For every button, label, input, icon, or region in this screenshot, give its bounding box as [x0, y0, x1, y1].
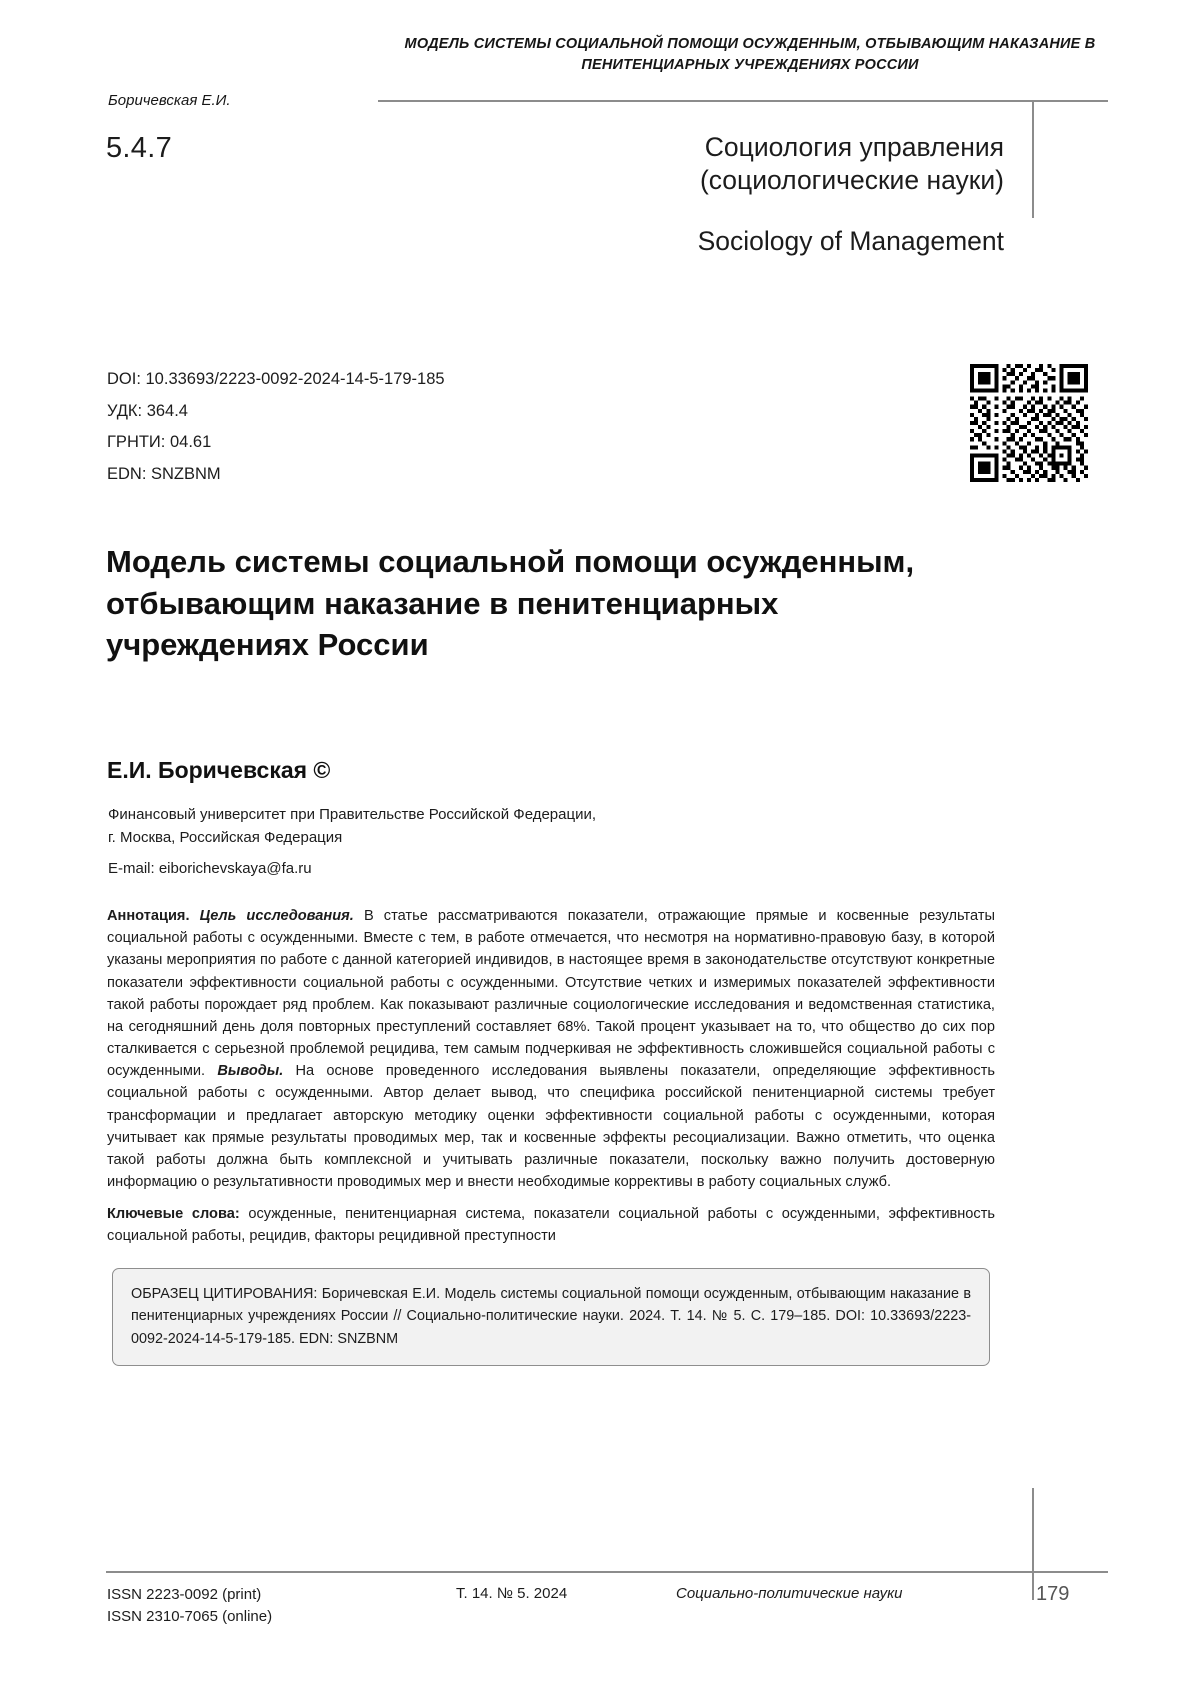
header-divider — [378, 100, 1108, 102]
page-title: Модель системы социальной помощи осужденным, отбывающим наказание в пенитенциарных учреждениях России — [106, 543, 915, 663]
author-email[interactable]: E-mail: eiborichevskaya@fa.ru — [108, 860, 312, 877]
page-number: 179 — [1036, 1583, 1070, 1605]
section-heading — [484, 131, 1004, 258]
grnti-line: ГРНТИ: 04.61 — [107, 433, 212, 452]
running-head: МОДЕЛЬ СИСТЕМЫ СОЦИАЛЬНОЙ ПОМОЩИ ОСУЖДЕННЫМ, ОТБЫВАЮЩИМ НАКАЗАНИЕ В ПЕНИТЕНЦИАРНЫХ УЧРЕЖДЕНИЯХ РОССИИ — [404, 36, 1096, 74]
abstract — [107, 905, 995, 1193]
doi-line: DOI: 10.33693/2223-0092-2024-14-5-179-185 — [107, 370, 445, 388]
udk-line: УДК: 364.4 — [107, 401, 188, 420]
abstract-purpose-label: Цель исследования. — [199, 908, 354, 924]
abstract-body-1: В статье рассматриваются показатели, отражающие прямые и косвенные результаты социальной работы с осужденными. Вместе с тем, в работе отмечается, что несмотря на нормативно-правовую базу, в которой указаны мероприятия по работе с данной категорией индивидов, в настоящее время в законодательстве отсутствуют конкретные показатели эффективности социальной работы с осужденными. Отсутствие четких и измеримых показателей эффективности такой работы порождает ряд проблем. Как показывают различные социологические исследования и ведомственная статистика, на сегодняшний день доля повторных преступлений составляет 68%. Такой процент указывает на то, что общество до сих пор сталкивается с серьезной проблемой рецидива, тем самым подчеркивая не эффективность сложившейся социальной работы с осужденными. — [107, 908, 995, 1080]
keywords — [107, 1203, 995, 1247]
qr-code-icon — [970, 364, 1088, 482]
header-vertical-rule — [1032, 100, 1034, 218]
issn-online: ISSN 2310-7065 (online) — [107, 1607, 273, 1625]
article-identifiers — [107, 364, 445, 491]
issn-print: ISSN 2223-0092 (print) — [107, 1586, 262, 1603]
abstract-body-2: На основе проведенного исследования выявлены показатели, определяющие эффективность социальной работы с осужденными. Автор делает вывод, что специфика российской пенитенциарной системы требует трансформации и предлагает авторскую методику оценки эффективности социальной работы с осужденными, которая учитывает как прямые результаты проводимых мер, так и косвенные эффекты ресоциализации. Важно отметить, что оценка такой работы должна быть комплексной и учитывать различные показатели, поскольку важно получить достоверную информацию о результативности проводимых мер и внести необходимые коррективы в работу социальных служб. — [107, 1063, 995, 1191]
citation-sample-box — [112, 1268, 990, 1366]
author-affiliation — [108, 803, 828, 850]
abstract-conclusions-label: Выводы. — [217, 1063, 284, 1080]
section-heading-ru-line1: Социология управления — [704, 132, 1004, 162]
journal-name: Социально-политические науки — [676, 1585, 903, 1602]
edn-line: EDN: SNZBNM — [107, 465, 221, 484]
running-author: Боричевская Е.И. — [108, 92, 231, 109]
page-footer — [106, 1583, 1108, 1643]
footer-divider — [106, 1571, 1108, 1573]
author-name: Е.И. Боричевская © — [107, 757, 331, 783]
abstract-label: Аннотация. — [107, 908, 190, 924]
vak-specialty-code: 5.4.7 — [106, 132, 172, 164]
keywords-label: Ключевые слова: — [107, 1206, 240, 1222]
issn-block — [107, 1584, 272, 1628]
volume-issue: Т. 14. № 5. 2024 — [456, 1585, 568, 1602]
citation-text: Боричевская Е.И. Модель системы социальной помощи осужденным, отбывающим наказание в пенитенциарных учреждениях России // Социально-политические науки. 2024. Т. 14. № 5. С. 179–185. DOI: 10.33693/2223-0092-2024-14-5-179-185. EDN: SNZBNM — [131, 1286, 971, 1347]
affiliation-text: Финансовый университет при Правительстве Российской Федерации, г. Москва, Российская Федерация — [108, 806, 597, 847]
citation-label: ОБРАЗЕЦ ЦИТИРОВАНИЯ: — [131, 1286, 318, 1302]
section-heading-ru-line2: (социологические науки) — [699, 165, 1004, 196]
section-heading-en: Sociology of Management — [697, 226, 1004, 257]
keywords-text: осужденные, пенитенциарная система, показатели социальной работы с осужденными, эффективность социальной работы, рецидив, факторы рецидивной преступности — [107, 1206, 995, 1245]
